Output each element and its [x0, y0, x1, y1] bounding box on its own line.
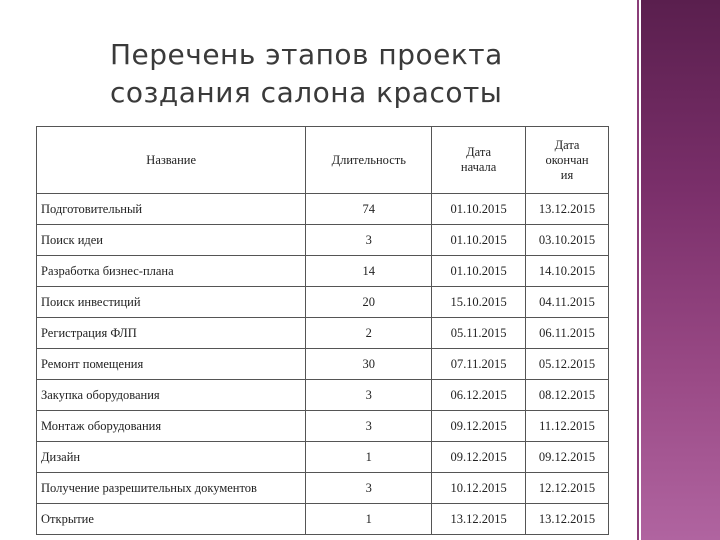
slide-title — [110, 36, 630, 112]
slide-title-line-2: создания салона красоты — [110, 76, 503, 109]
table-header-row — [37, 127, 609, 194]
cell-end: 03.10.2015 — [526, 225, 609, 256]
cell-duration: 2 — [306, 318, 432, 349]
table-row — [37, 380, 609, 411]
cell-duration: 1 — [306, 442, 432, 473]
cell-start: 15.10.2015 — [432, 287, 526, 318]
cell-start: 13.12.2015 — [432, 504, 526, 535]
table-row — [37, 349, 609, 380]
cell-start: 10.12.2015 — [432, 473, 526, 504]
cell-start: 01.10.2015 — [432, 225, 526, 256]
cell-name: Регистрация ФЛП — [37, 318, 306, 349]
cell-end: 14.10.2015 — [526, 256, 609, 287]
cell-end: 09.12.2015 — [526, 442, 609, 473]
cell-name: Дизайн — [37, 442, 306, 473]
cell-name: Ремонт помещения — [37, 349, 306, 380]
cell-name: Открытие — [37, 504, 306, 535]
cell-duration: 1 — [306, 504, 432, 535]
cell-name: Закупка оборудования — [37, 380, 306, 411]
table-row — [37, 287, 609, 318]
cell-start: 05.11.2015 — [432, 318, 526, 349]
cell-end: 04.11.2015 — [526, 287, 609, 318]
table-row — [37, 318, 609, 349]
cell-duration: 14 — [306, 256, 432, 287]
header-end-line-2: окончан — [545, 152, 589, 167]
cell-start: 09.12.2015 — [432, 442, 526, 473]
header-start-line-1: Дата — [466, 145, 492, 159]
cell-end: 12.12.2015 — [526, 473, 609, 504]
cell-name: Поиск идеи — [37, 225, 306, 256]
cell-duration: 30 — [306, 349, 432, 380]
cell-duration: 3 — [306, 411, 432, 442]
cell-start: 01.10.2015 — [432, 194, 526, 225]
cell-name: Разработка бизнес-плана — [37, 256, 306, 287]
cell-start: 01.10.2015 — [432, 256, 526, 287]
table-row — [37, 194, 609, 225]
table-row — [37, 504, 609, 535]
cell-name: Поиск инвестиций — [37, 287, 306, 318]
cell-duration: 20 — [306, 287, 432, 318]
cell-end: 13.12.2015 — [526, 504, 609, 535]
cell-duration: 3 — [306, 473, 432, 504]
table-row — [37, 411, 609, 442]
cell-duration: 3 — [306, 380, 432, 411]
cell-end: 06.11.2015 — [526, 318, 609, 349]
cell-duration: 3 — [306, 225, 432, 256]
cell-start: 07.11.2015 — [432, 349, 526, 380]
cell-end: 08.12.2015 — [526, 380, 609, 411]
cell-start: 06.12.2015 — [432, 380, 526, 411]
header-duration: Длительность — [306, 127, 432, 194]
header-name: Название — [37, 127, 306, 194]
cell-end: 11.12.2015 — [526, 411, 609, 442]
header-end-line-3: ия — [560, 167, 574, 182]
header-end-date — [526, 127, 609, 194]
project-stages-table — [36, 126, 609, 535]
header-end-line-1: Дата — [554, 137, 580, 152]
cell-name: Монтаж оборудования — [37, 411, 306, 442]
cell-end: 13.12.2015 — [526, 194, 609, 225]
cell-duration: 74 — [306, 194, 432, 225]
header-start-line-2: начала — [460, 160, 497, 174]
side-panel-edge — [637, 0, 639, 540]
table-row — [37, 256, 609, 287]
table-row — [37, 442, 609, 473]
table-row — [37, 225, 609, 256]
cell-end: 05.12.2015 — [526, 349, 609, 380]
cell-start: 09.12.2015 — [432, 411, 526, 442]
cell-name: Получение разрешительных документов — [37, 473, 306, 504]
slide-title-line-1: Перечень этапов проекта — [110, 38, 503, 71]
decorative-side-panel — [641, 0, 720, 540]
cell-name: Подготовительный — [37, 194, 306, 225]
header-start-date — [432, 127, 526, 194]
table-row — [37, 473, 609, 504]
